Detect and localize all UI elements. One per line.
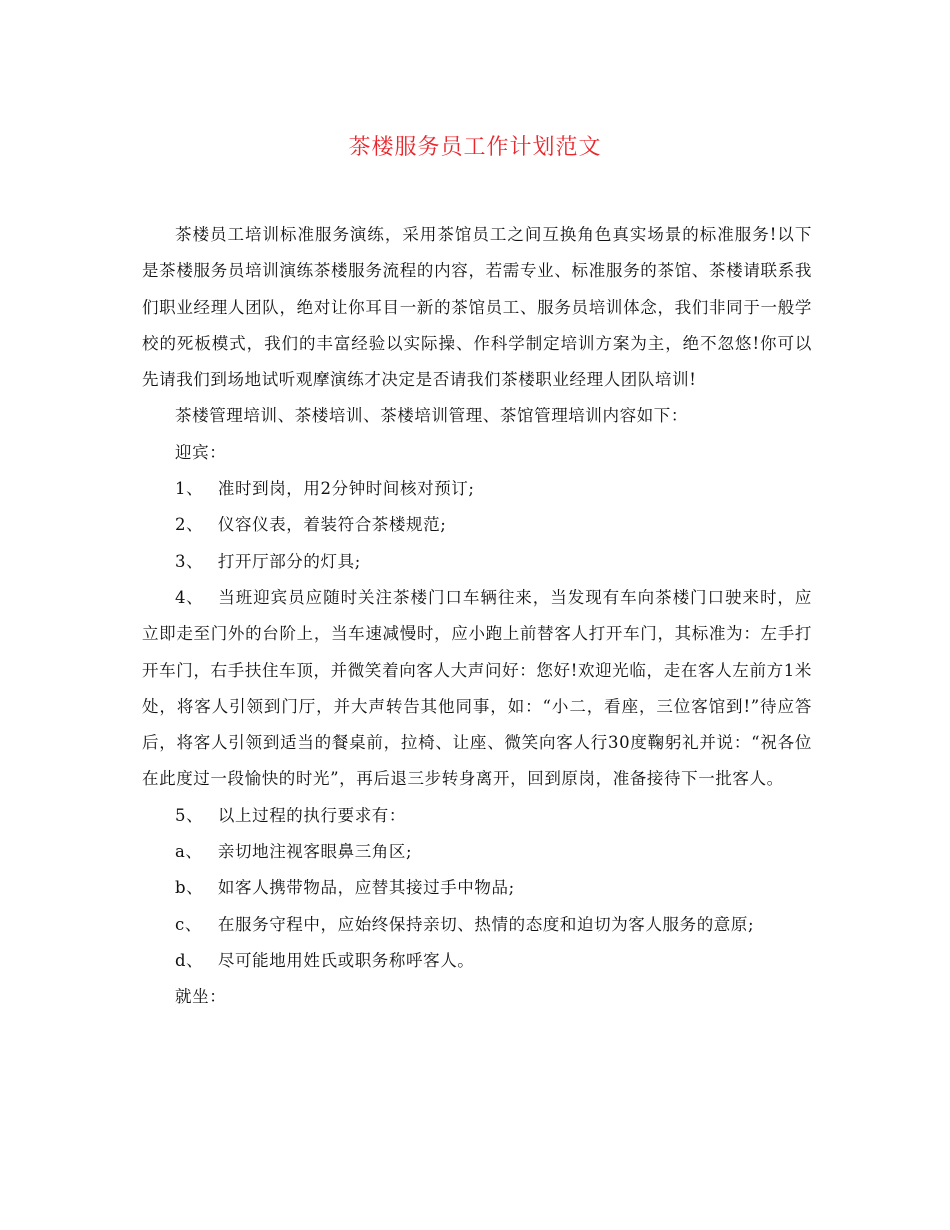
section-heading-welcome: 迎宾： [175, 442, 227, 462]
contents-intro-paragraph: 茶楼管理培训、茶楼培训、茶楼培训管理、茶馆管理培训内容如下： [175, 406, 688, 426]
document-body [142, 217, 812, 1016]
list-item [142, 798, 812, 834]
sub-list-item-text: 在服务守程中，应始终保持亲切、热情的态度和迫切为客人服务的意原; [217, 914, 755, 934]
sub-list-item [142, 870, 812, 906]
list-item-text: 准时到岗，用2分钟时间核对预订; [217, 479, 475, 499]
list-item-text: 以上过程的执行要求有： [217, 805, 406, 825]
sub-list-item [142, 907, 812, 943]
document-title: 茶楼服务员工作计划范文 [348, 135, 602, 160]
list-item-marker: 1、 [175, 479, 204, 499]
list-item-marker: 4、 [175, 587, 204, 607]
sub-list-item-marker: b、 [175, 878, 204, 898]
sub-list-item-marker: a、 [175, 842, 203, 862]
list-item-marker: 3、 [175, 551, 204, 571]
list-item-text: 打开厅部分的灯具; [217, 551, 361, 571]
list-item [142, 544, 812, 580]
list-item-marker: 5、 [175, 805, 204, 825]
list-item-text: 当班迎宾员应随时关注茶楼门口车辆往来，当发现有车向茶楼门口驶来时，应立即走至门外的台阶上，当车速减慢时，应小跑上前替客人打开车门，其标准为：左手打开车门，右手扶住车顶，并微笑着向客人大声问好：您好!欢迎光临，走在客人左前方1米处，将客人引领到门厅，并大声转告其他同事，如：“小二，看座，三位客馆到!”待应答后，将客人引领到适当的餐桌前，拉椅、让座、微笑向客人行30度鞠躬礼并说：“祝各位在此度过一段愉快的时光”，再后退三步转身离开，回到原岗，准备接待下一批客人。 [142, 587, 812, 789]
list-item [142, 580, 812, 798]
sub-list-item-marker: d、 [175, 950, 204, 970]
list-item-marker: 2、 [175, 515, 204, 535]
sub-list-item-text: 如客人携带物品，应替其接过手中物品; [217, 878, 515, 898]
sub-list-item-text: 亲切地注视客眼鼻三角区; [217, 842, 413, 862]
sub-list-item-marker: c、 [175, 914, 202, 934]
list-item [142, 507, 812, 543]
list-item-text: 仪容仪表，着装符合茶楼规范; [217, 515, 447, 535]
sub-list-item [142, 943, 812, 979]
section-heading-seating: 就坐： [175, 987, 227, 1007]
sub-list-item-text: 尽可能地用姓氏或职务称呼客人。 [217, 950, 475, 970]
intro-paragraph: 茶楼员工培训标准服务演练，采用茶馆员工之间互换角色真实场景的标准服务!以下是茶楼服务员培训演练茶楼服务流程的内容，若需专业、标准服务的茶馆、茶楼请联系我们职业经理人团队，绝对让你耳目一新的茶馆员工、服务员培训体念，我们非同于一般学校的死板模式，我们的丰富经验以实际操、作科学制定培训方案为主，绝不忽悠!你可以先请我们到场地试听观摩演练才决定是否请我们茶楼职业经理人团队培训! [142, 225, 812, 390]
list-item [142, 471, 812, 507]
sub-list-item [142, 834, 812, 870]
